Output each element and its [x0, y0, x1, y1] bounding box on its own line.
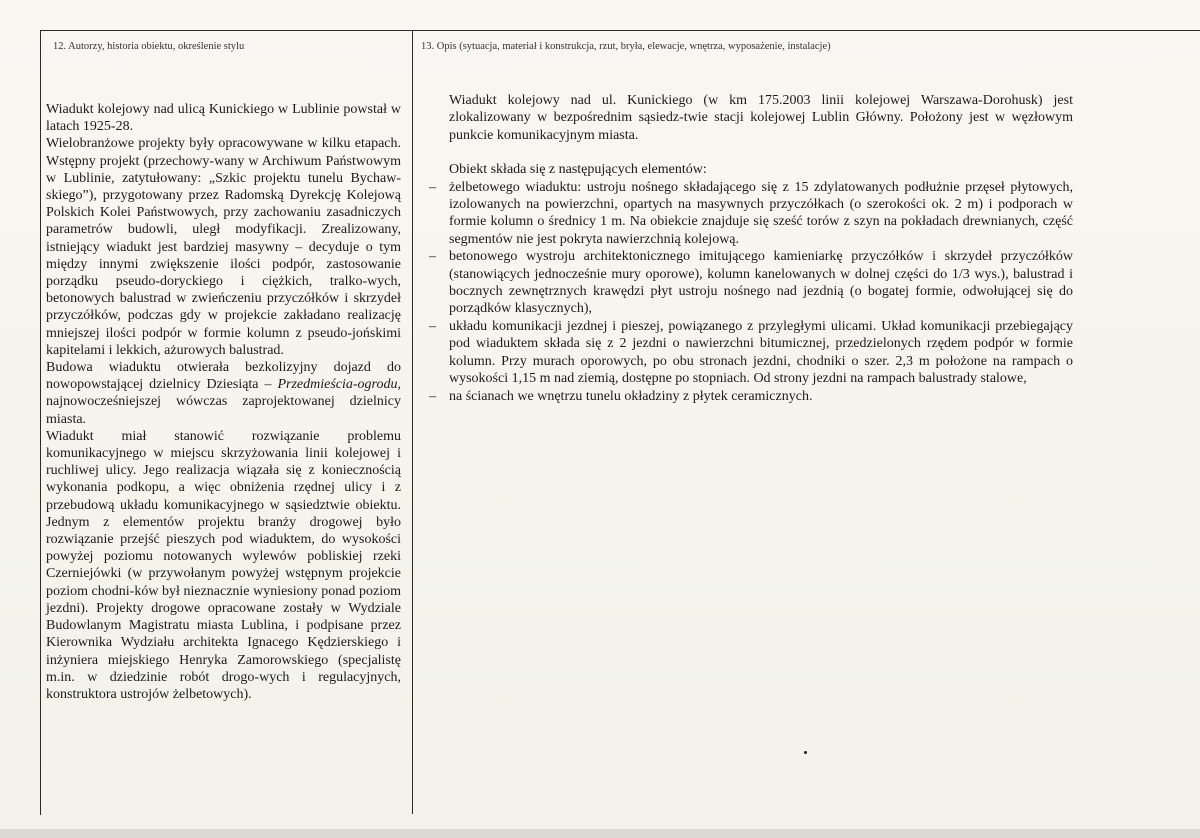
history-paragraph-3	[46, 359, 401, 428]
list-item: – betonowego wystroju architektonicznego imitującego kamieniarkę przyczółków i skrzydeł przyczółków (stanowiących jednocześnie mury oporowe), kolumn kanelowanych w dolnej części do 1/3 wys.), balustrad i bocznych zewnętrznych krawędzi płyt ustroju nośnego nad jezdnią (o bogatej formie, odwołującej się do porządków klasycznych),	[429, 249, 1073, 317]
history-paragraph-3-end: , najnowocześniejszej wówczas zaprojektowanej dzielnicy miasta.	[46, 377, 401, 427]
history-paragraph-4: Wiadukt miał stanowić rozwiązanie problemu komunikacyjnego w miejscu skrzyżowania linii kolejowej i ruchliwej ulicy. Jego realizacja wiązała się z koniecznością wykonania podkopu, a więc obniżenia rzędnej ulicy i z przebudową układu komunikacyjnego w sąsiedztwie obiektu. Jednym z elementów projektu branży drogowej było rozwiązanie przejść pieszych pod wiaduktem, do wysokości powyżej poziomu notowanych wylewów pobliskiej rzeki Czerniejówki (w przywołanym powyżej wstępnym projekcie poziom chodni-ków był nieznacznie wyniesiony ponad poziom jezdni). Projekty drogowe opracowane zostały w Wydziale Budowlanym Magistratu miasta Lublina, i podpisane przez Kierownika Wydziału architekta Ignacego Kędzierskiego i inżyniera miejskiego Henryka Zamorowskiego (specjalistę m.in. w dziedzinie robót drogo-wych i regulacyjnych, konstruktora ustrojów żelbetowych).	[46, 428, 401, 702]
elements-list	[429, 179, 1073, 405]
dash-bullet: –	[429, 249, 436, 265]
dash-bullet: –	[429, 318, 436, 334]
section-12-title: 12. Autorzy, historia obiektu, określenie stylu	[53, 41, 245, 52]
dash-bullet: –	[429, 388, 436, 404]
history-paragraph-1: Wiadukt kolejowy nad ulicą Kunickiego w Lublinie powstał w latach 1925-28.	[46, 102, 401, 135]
history-column	[46, 101, 401, 703]
scan-edge	[0, 829, 1200, 838]
list-item: – układu komunikacji jezdnej i pieszej, powiązanego z przyległymi ulicami. Układ komunikacji przebiegający pod wiaduktem składa się z 2 jezdni o nawierzchni bitumicznej, przedzielonych rzędem podpór w formie kolumn. Przy murach oporowych, po obu stronach jezdni, chodniki o szer. 2,3 m położone na rampach o wysokości 1,15 m nad ziemią, dostępne po stopniach. Od strony jezdni na rampach balustrady stalowe,	[429, 318, 1073, 387]
description-intro: Wiadukt kolejowy nad ul. Kunickiego (w km 175.2003 linii kolejowej Warszawa-Dorohusk) jest zlokalizowany w bezpośrednim sąsiedz-twie stacji kolejowej Lublin Główny. Położony jest w węzłowym punkcie komunikacyjnym miasta.	[449, 93, 1073, 143]
history-paragraph-2: Wielobranżowe projekty były opracowywane w kilku etapach. Wstępny projekt (przechowy-wany w Archiwum Państwowym w Lublinie, zatytułowany: „Szkic projektu tunelu Bychaw-skiego”), przygotowany przez Radomską Dyrekcję Kolejową Polskich Kolei Państwowych, przy zachowaniu zasadniczych parametrów budowli, uległ modyfikacji. Zrealizowany, istniejący wiadukt jest bardziej masywny – decyduje o tym między innymi zwiększenie ilości podpór, zastosowanie porządku pseudo-doryckiego i ciężkich, tralko-wych, betonowych balustrad w zwieńczeniu przyczółków i skrzydeł przyczółków, podczas gdy w projekcie zakładano realizację mniejszej ilości podpór w formie kolumn z pseudo-jońskimi kapitelami i lekkich, ażurowych balustrad.	[46, 136, 401, 358]
column-divider	[412, 30, 413, 814]
history-paragraph-3-start: Budowa wiaduktu otwierała bezkolizyjny dojazd do nowopowstającej dzielnicy Dziesiąta –	[46, 360, 401, 393]
list-item: – na ścianach we wnętrzu tunelu okładziny z płytek ceramicznych.	[429, 388, 813, 404]
history-paragraph-3-italic: Przedmieścia-ogrodu	[277, 377, 398, 393]
ink-speck	[804, 751, 807, 754]
section-13-title: 13. Opis (sytuacja, materiał i konstrukcja, rzut, bryła, elewacje, wnętrza, wyposażenie, instalacje)	[421, 41, 831, 52]
list-item: – żelbetowego wiaduktu: ustroju nośnego składającego się z 15 zdylatowanych podłużnie przęseł płytowych, izolowanych na powierzchni, opartych na masywnych przyczółkach (o szerokości ok. 2 m) i podporach w formie kolumn o średnicy 1 m. Na obiekcie znajduje się sześć torów z szyn na pokładach drewnianych, część segmentów nie jest pokryta nawierzchnią kolejową.	[429, 179, 1073, 247]
description-column	[429, 92, 1073, 405]
dash-bullet: –	[429, 179, 436, 195]
elements-intro: Obiekt składa się z następujących elementów:	[449, 162, 707, 178]
